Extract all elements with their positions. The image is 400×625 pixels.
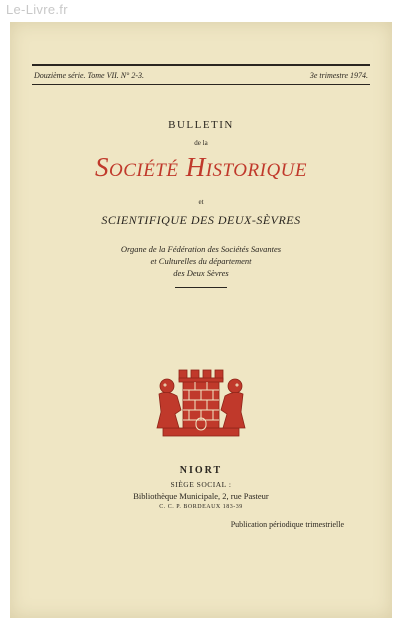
organ-line-2: et Culturelles du département <box>150 256 252 266</box>
seat-label: SIÈGE SOCIAL : <box>170 480 232 489</box>
header-top-rule <box>32 64 370 66</box>
ccp-account: C. C. P. BORDEAUX 183-39 <box>159 504 243 510</box>
period-info: 3e trimestre 1974. <box>309 71 368 80</box>
series-info: Douzième série. Tome VII. N° 2-3. <box>34 71 144 80</box>
organ-description <box>10 243 392 279</box>
book-cover <box>10 22 392 618</box>
castle-tower-with-two-figures-icon <box>145 364 257 442</box>
header-bottom-rule <box>32 84 370 85</box>
et-text: et <box>198 198 204 206</box>
de-la-text: de la <box>194 139 208 147</box>
watermark: Le-Livre.fr <box>6 2 68 17</box>
organ-line-1: Organe de la Fédération des Sociétés Savantes <box>120 244 282 254</box>
scientific-subtitle: SCIENTIFIQUE DES DEUX-SÈVRES <box>101 213 301 227</box>
periodicity-note: Publication périodique trimestrielle <box>230 520 344 529</box>
organ-line-3: des Deux Sèvres <box>173 268 229 278</box>
society-title: Société Historique <box>94 152 307 182</box>
address: Bibliothèque Municipale, 2, rue Pasteur <box>133 491 269 501</box>
bulletin-heading: BULLETIN <box>168 119 234 131</box>
separator-rule <box>175 287 227 288</box>
city-name: NIORT <box>179 465 223 476</box>
